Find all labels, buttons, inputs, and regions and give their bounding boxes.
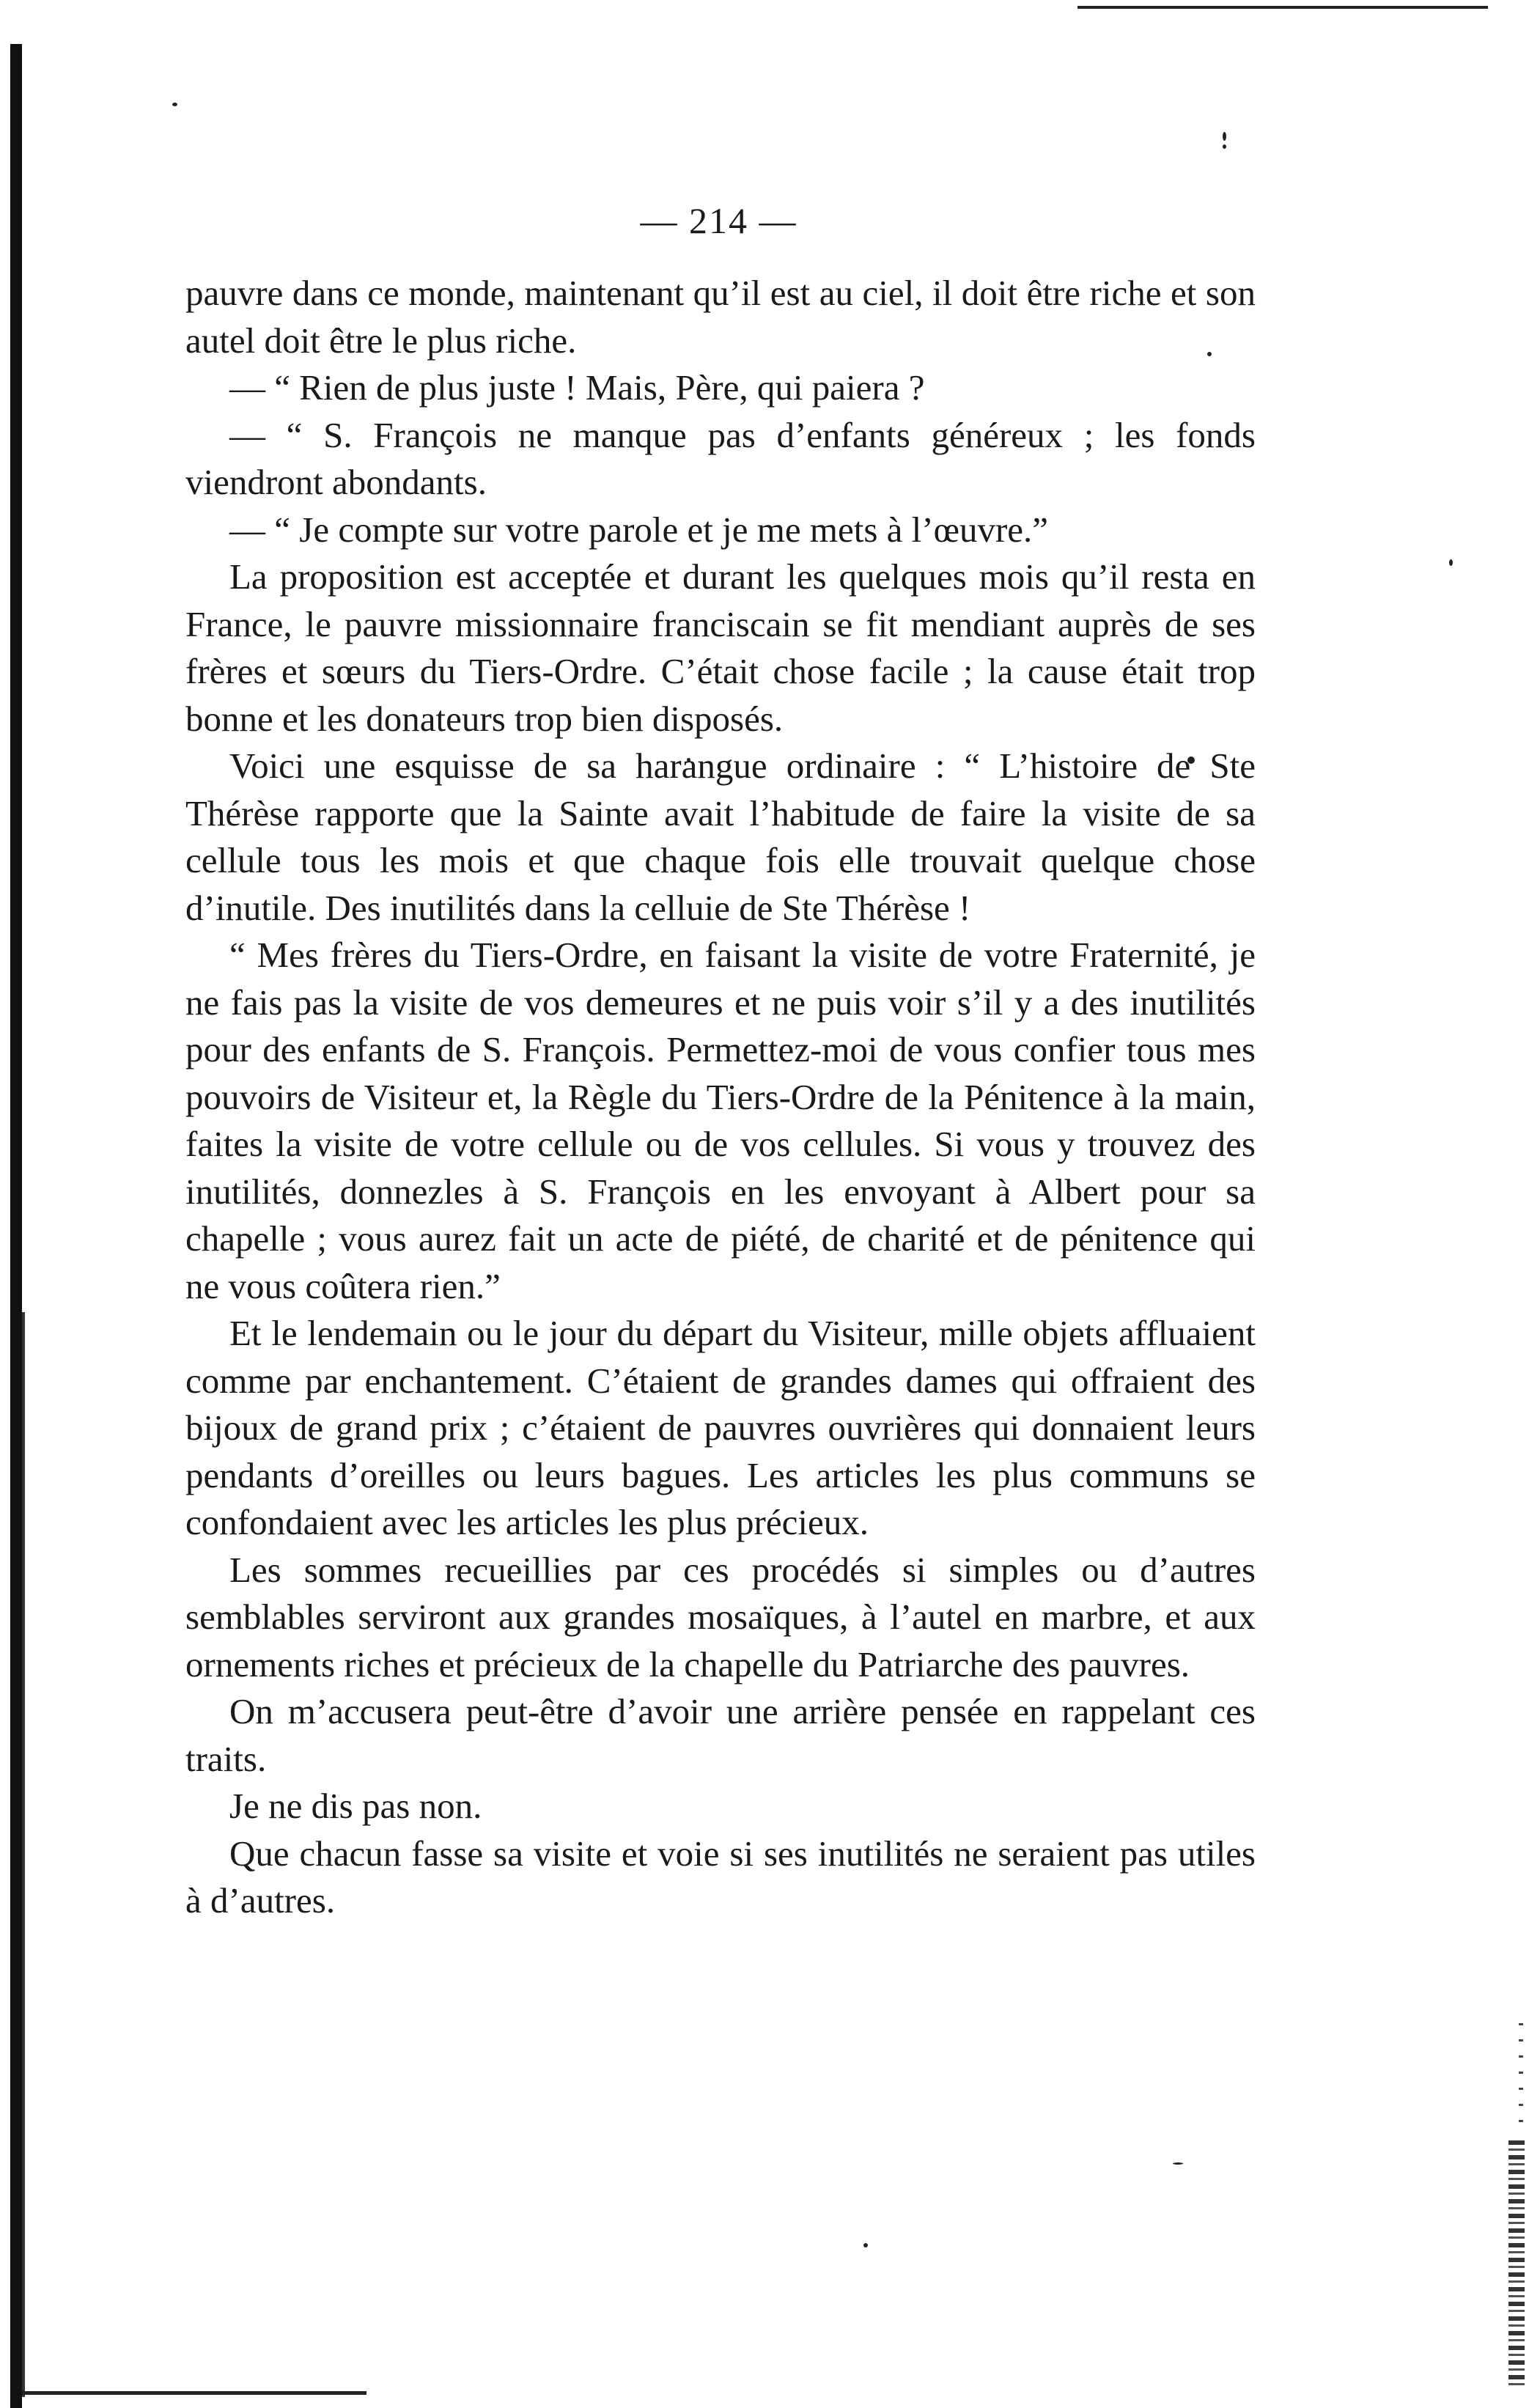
paragraph: pauvre dans ce monde, maintenant qu’il est au ciel, il doit être riche et son autel doit être le plus riche.	[185, 273, 1256, 361]
scan-border-bottom	[22, 2391, 366, 2395]
scan-edge-right	[1508, 2140, 1525, 2390]
scan-border-left-inner	[22, 1312, 25, 2397]
scan-speck	[172, 103, 177, 106]
scan-speck	[1223, 132, 1226, 141]
scan-speck	[1449, 559, 1453, 566]
scan-border-left	[10, 44, 22, 2408]
paragraph: Et le lendemain ou le jour du départ du Visiteur, mille objets affluaient comme par enchantement. C’étaient de grandes dames qui offraient des bijoux de grand prix ; c’étaient de pauvres ouvrières qui donnaient leurs pendants d’oreilles ou leurs bagues. Les articles les plus communs se confondaient avec les articles les plus précieux.	[185, 1313, 1256, 1542]
paragraph: “ Mes frères du Tiers-Ordre, en faisant la visite de votre Fraternité, je ne fais pas la visite de vos demeures et ne puis voir s’il y a des inutilités pour des enfants de S. François. Permettez-moi de vous confier tous mes pouvoirs de Visiteur et, la Règle du Tiers-Ordre de la Pénitence à la main, faites la visite de votre cellule ou de vos cellules. Si vous y trouvez des inutilités, donnezles à S. François en les envoyant à Albert pour sa chapelle ; vous aurez fait un acte de piété, de charité et de pénitence qui ne vous coûtera rien.”	[185, 935, 1256, 1306]
paragraph: Voici une esquisse de sa harangue ordinaire : “ L’histoire de Ste Thérèse rapporte que la Sainte avait l’habitude de faire la visite de sa cellule tous les mois et que chaque fois elle trouvait quelque chose d’inutile. Des inutilités dans la celluie de Ste Thérèse !	[185, 745, 1256, 928]
paragraph: — “ Rien de plus juste ! Mais, Père, qui paiera ?	[229, 367, 925, 408]
scan-speck	[1173, 2162, 1183, 2165]
body-text	[185, 270, 1256, 1925]
page-number: — 214 —	[640, 200, 797, 241]
scan-speck	[1223, 144, 1226, 149]
paragraph: — “ S. François ne manque pas d’enfants généreux ; les fonds viendront abondants.	[185, 414, 1256, 502]
paragraph: Les sommes recueillies par ces procédés si simples ou d’autres semblables serviront aux grandes mosaïques, à l’autel en marbre, et aux ornements riches et précieux de la chapelle du Patriarche des pauvres.	[185, 1549, 1256, 1685]
scan-border-top	[1077, 6, 1488, 9]
scan-edge-right-dots	[1519, 2023, 1523, 2133]
paragraph: Je ne dis pas non.	[229, 1786, 482, 1826]
paragraph: La proposition est acceptée et durant les quelques mois qu’il resta en France, le pauvre missionnaire franciscain se fit mendiant auprès de ses frères et sœurs du Tiers-Ordre. C’était chose facile ; la cause était trop bonne et les donateurs trop bien disposés.	[185, 556, 1256, 739]
paragraph: On m’accusera peut-être d’avoir une arrière pensée en rappelant ces traits.	[185, 1691, 1256, 1779]
paragraph: — “ Je compte sur votre parole et je me mets à l’œuvre.”	[229, 509, 1049, 550]
scan-speck	[863, 2243, 868, 2247]
paragraph: Que chacun fasse sa visite et voie si ses inutilités ne seraient pas utiles à d’autres.	[185, 1833, 1256, 1921]
